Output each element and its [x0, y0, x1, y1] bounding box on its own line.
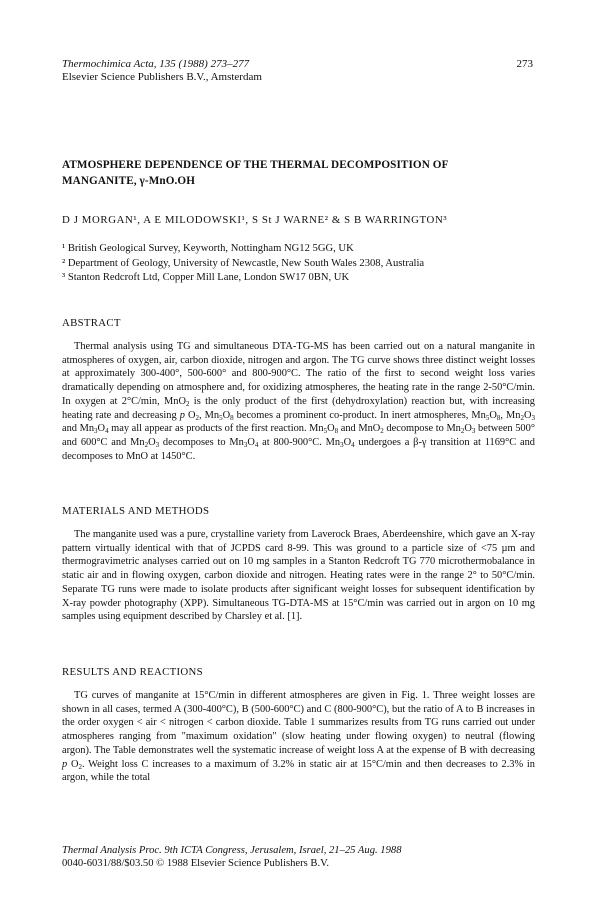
results-heading: RESULTS AND REACTIONS: [62, 666, 203, 678]
methods-paragraph: The manganite used was a pure, crystalline variety from Laverock Braes, Aberdeenshire, which gave an X-ray pattern virtually identical with that of JCPDS card 8-99. This was ground to a particle size of <75 µm and thermogravimetric analyses carried out on 10 mg samples in a Stanton Redcroft TG 770 microthermobalance in static air and in flowing oxygen, carbon dioxide and nitrogen. Heating rates were in the range 2° to 50°C/min. Separate TG runs were made to isolate products after significant weight losses for subsequent identification by X-ray powder photography (XPP). Simultaneous TG-DTA-MS at 15°C/min was carried out in argon on 10 mg samples using equipment described by Charsley et al. [1].: [62, 529, 535, 623]
affiliation-2: ² Department of Geology, University of Newcastle, New South Wales 2308, Australia: [62, 257, 425, 269]
proceedings-line: Thermal Analysis Proc. 9th ICTA Congress, Jerusalem, Israel, 21–25 Aug. 1988: [62, 845, 402, 856]
conference-footer: [62, 844, 402, 870]
title-line-2: MANGANITE, γ-MnO.OH: [62, 175, 195, 187]
abstract-paragraph: Thermal analysis using TG and simultaneous DTA-TG-MS has been carried out on a natural manganite in atmospheres of oxygen, air, carbon dioxide, nitrogen and argon. The TG curve shows three distinct weight losses at approximately 300-400°, 500-600° and 800-900°C. The ratio of the first to second weight loss varies dramatically depending on atmosphere and, for oxidizing atmospheres, the heating rate in the range 2-50°C/min. In oxygen at 2°C/min, MnO$_2$ is the only product of the first (dehydroxylation) reaction but, with increasing heating rate and decreasing p $O_2$, $Mn_5O_8$ becomes a prominent co-product. In inert atmospheres, $Mn_5O_8$, $Mn_2O_3$ and $Mn_3O_4$ may all appear as products of the first reaction. $Mn_5O_8$ and MnO$_2$ decompose to $Mn_2O_3$ between 500° and 600°C and $Mn_2O_3$ decomposes to $Mn_3O_4$ at 800-900°C. $Mn_3O_4$ undergoes a β-γ transition at 1169°C and decomposes to MnO at 1450°C.: [62, 341, 535, 462]
abstract-text: [62, 340, 535, 463]
results-text: [62, 689, 535, 785]
affiliation-3: ³ Stanton Redcroft Ltd, Copper Mill Lane, London SW17 0BN, UK: [62, 272, 350, 284]
title-line-1: ATMOSPHERE DEPENDENCE OF THE THERMAL DECOMPOSITION OF: [62, 159, 449, 171]
results-paragraph: TG curves of manganite at 15°C/min in different atmospheres are given in Fig. 1. Three weight losses are shown in all cases, termed A (300-400°C), B (500-600°C) and C (800-900°C), but the ratio of A to B increases in the order oxygen < air < nitrogen < carbon dioxide. Table 1 summarizes results from TG runs carried out under atmospheres ranging from "maximum oxidation" (slow heating under flowing oxygen) to neutral (flowing argon). The Table demonstrates well the systematic increase of weight loss A at the expense of B with decreasing p $O_2$. Weight loss C increases to a maximum of 3.2% in static air at 15°C/min and then decreases to 2.3% in argon, while the total: [62, 690, 535, 784]
author-list: D J MORGAN¹, A E MILODOWSKI¹, S St J WARNE² & S B WARRINGTON³: [62, 214, 448, 226]
publisher-line: Elsevier Science Publishers B.V., Amsterdam: [62, 71, 262, 83]
affiliations: [62, 242, 424, 286]
materials-heading: MATERIALS AND METHODS: [62, 505, 210, 517]
methods-text: [62, 528, 535, 624]
journal-header: [62, 58, 262, 84]
affiliation-1: ¹ British Geological Survey, Keyworth, Nottingham NG12 5GG, UK: [62, 243, 354, 254]
copyright-line: 0040-6031/88/$03.50 © 1988 Elsevier Science Publishers B.V.: [62, 858, 330, 869]
journal-citation: Thermochimica Acta, 135 (1988) 273–277: [62, 58, 250, 70]
abstract-heading: ABSTRACT: [62, 317, 121, 329]
paper-title: [62, 157, 532, 189]
page-number: 273: [516, 58, 533, 70]
